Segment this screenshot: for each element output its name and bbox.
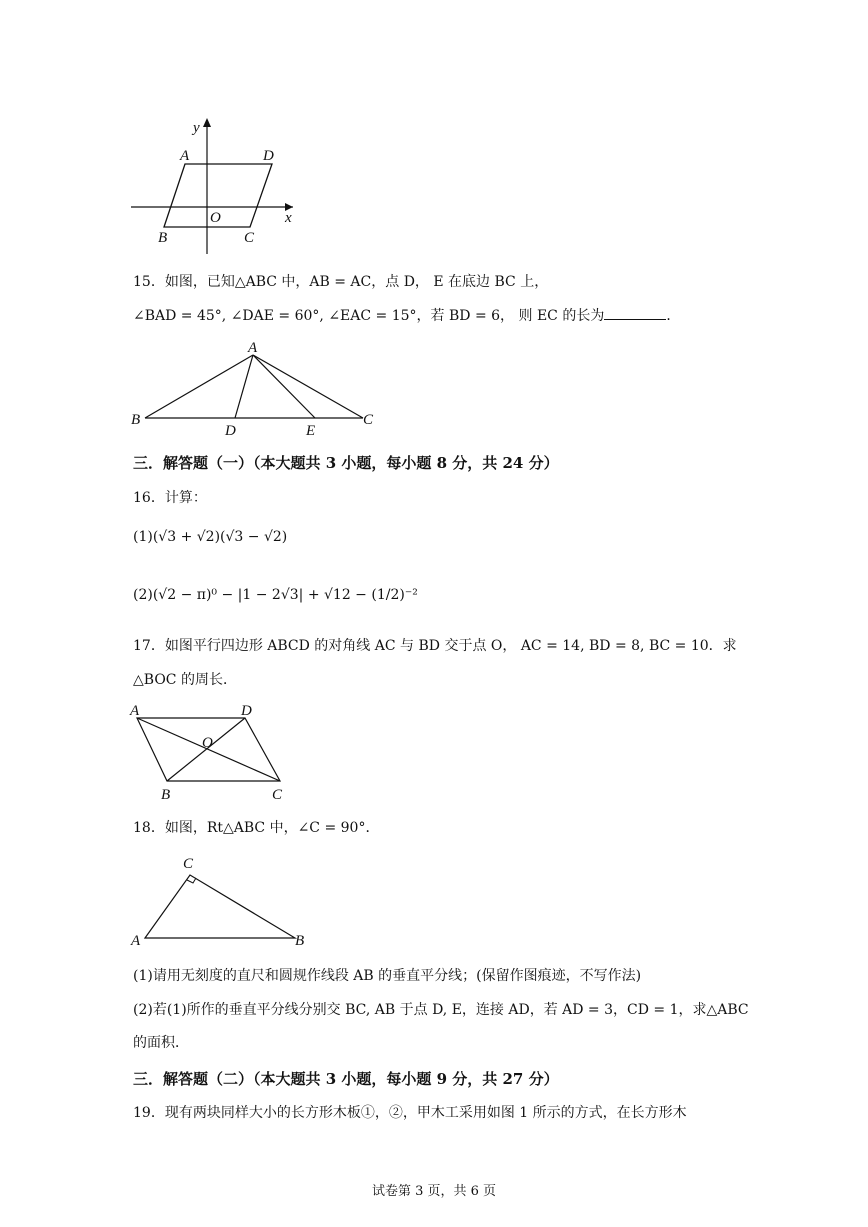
label-C: C [244, 230, 255, 246]
coordinate-parallelogram-figure [125, 112, 305, 257]
section-heading-1: 三．解答题（一）（本大题共 3 小题，每小题 8 分，共 24 分） [133, 454, 559, 472]
label-D: D [263, 148, 274, 164]
q15-line2 [133, 305, 680, 326]
q17-line2: △BOC 的周长． [133, 672, 237, 688]
tri-label-D: D [225, 423, 236, 439]
para-label-A: A [130, 703, 140, 719]
section-heading-2: 三．解答题（二）（本大题共 3 小题，每小题 9 分，共 27 分） [133, 1070, 559, 1088]
q15-line2-end: ． [666, 308, 681, 324]
q15-line1: 15．如图，已知△ABC 中，AB = AC，点 D， E 在底边 BC 上， [133, 274, 549, 290]
q16-part2: (2)(√2 − π)⁰ − |1 − 2√3| + √12 − (1/2)⁻² [133, 587, 418, 603]
tri-label-B: B [131, 412, 141, 428]
q18-part2-line1: (2)若(1)所作的垂直平分线分别交 BC, AB 于点 D, E，连接 AD，若 AD = 3，CD = 1，求△ABC [133, 1002, 749, 1018]
page-footer: 试卷第 3 页，共 6 页 [371, 1184, 497, 1199]
q16-head: 16．计算： [133, 490, 207, 506]
rt-label-C: C [183, 856, 194, 872]
label-x: x [285, 210, 292, 226]
rt-label-B: B [295, 933, 305, 949]
label-A: A [180, 148, 190, 164]
triangle-abc-figure [125, 335, 385, 440]
answer-blank[interactable] [604, 305, 666, 320]
q18-part2-line2: 的面积． [133, 1035, 189, 1051]
label-O: O [210, 210, 221, 226]
q16-part1: (1)(√3 + √2)(√3 − √2) [133, 529, 288, 545]
y-axis-arrow [203, 118, 211, 127]
tri-label-C: C [363, 412, 374, 428]
q19-line1: 19．现有两块同样大小的长方形木板①，②，甲木工采用如图 1 所示的方式，在长方形木 [133, 1105, 687, 1121]
q15-line2-text: ∠BAD = 45°, ∠DAE = 60°, ∠EAC = 15°，若 BD = 6， 则 EC 的长为 [133, 308, 605, 324]
right-triangle-figure [125, 850, 320, 950]
parallelogram-abcd-figure [125, 698, 300, 808]
label-y: y [193, 120, 200, 136]
q17-line1: 17．如图平行四边形 ABCD 的对角线 AC 与 BD 交于点 O， AC = 14, BD = 8, BC = 10．求 [133, 638, 737, 654]
q18-line1: 18．如图，Rt△ABC 中，∠C = 90°． [133, 820, 380, 836]
q18-part1: (1)请用无刻度的直尺和圆规作线段 AB 的垂直平分线；(保留作图痕迹，不写作法) [133, 968, 642, 984]
para-label-C: C [272, 787, 283, 803]
rt-label-A: A [131, 933, 141, 949]
para-label-O: O [202, 735, 213, 751]
para-label-D: D [241, 703, 252, 719]
para-label-B: B [161, 787, 171, 803]
tri-label-A: A [248, 340, 258, 356]
label-B: B [158, 230, 168, 246]
tri-label-E: E [306, 423, 316, 439]
